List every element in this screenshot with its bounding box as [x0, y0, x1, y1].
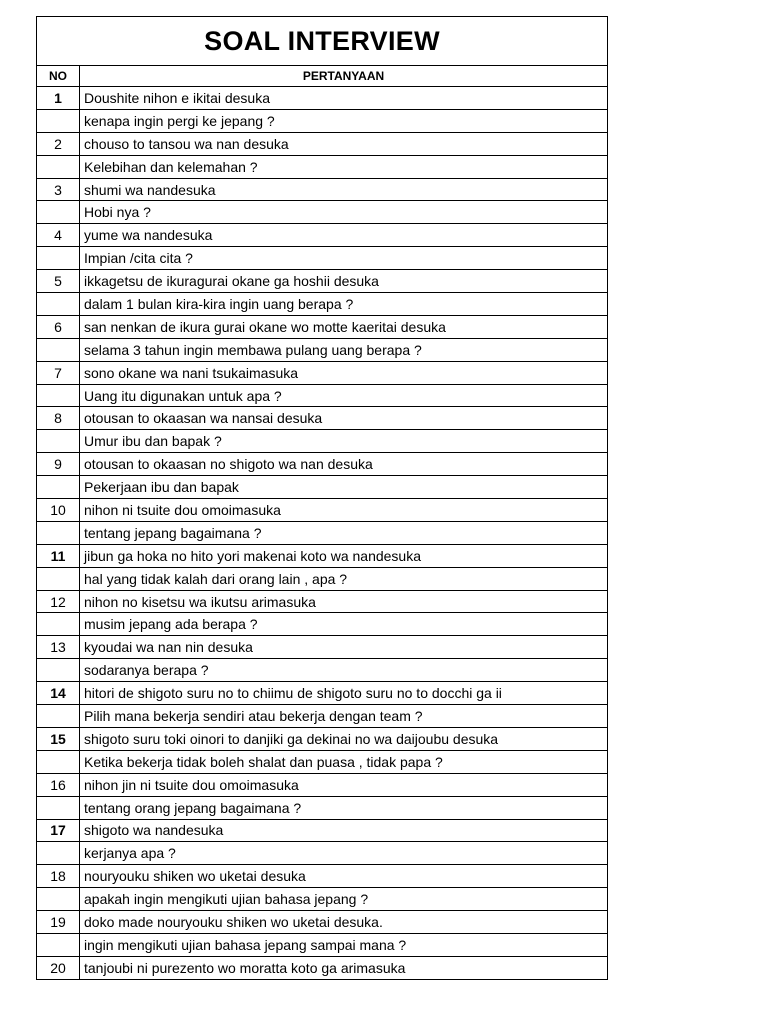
- table-row: [37, 155, 608, 178]
- row-number: [37, 705, 80, 728]
- question-text: chouso to tansou wa nan desuka: [80, 132, 608, 155]
- question-text: Pekerjaan ibu dan bapak: [80, 476, 608, 499]
- row-number: 11: [37, 544, 80, 567]
- question-text: Ketika bekerja tidak boleh shalat dan puasa , tidak papa ?: [80, 750, 608, 773]
- row-number: [37, 521, 80, 544]
- table-row: [37, 109, 608, 132]
- row-number: 4: [37, 224, 80, 247]
- row-number: [37, 155, 80, 178]
- question-text: otousan to okaasan wa nansai desuka: [80, 407, 608, 430]
- question-text: shigoto wa nandesuka: [80, 819, 608, 842]
- row-number: 19: [37, 911, 80, 934]
- row-number: [37, 613, 80, 636]
- table-row: [37, 567, 608, 590]
- question-text: doko made nouryouku shiken wo uketai desuka.: [80, 911, 608, 934]
- row-number: 8: [37, 407, 80, 430]
- row-number: 9: [37, 453, 80, 476]
- table-row: [37, 201, 608, 224]
- question-text: san nenkan de ikura gurai okane wo motte kaeritai desuka: [80, 315, 608, 338]
- table-row: [37, 544, 608, 567]
- table-row: [37, 178, 608, 201]
- table-row: [37, 590, 608, 613]
- question-text: Kelebihan dan kelemahan ?: [80, 155, 608, 178]
- row-number: 1: [37, 87, 80, 110]
- row-number: [37, 567, 80, 590]
- table-row: [37, 819, 608, 842]
- question-text: musim jepang ada berapa ?: [80, 613, 608, 636]
- question-text: tanjoubi ni purezento wo moratta koto ga arimasuka: [80, 956, 608, 979]
- table-row: [37, 911, 608, 934]
- row-number: [37, 842, 80, 865]
- table-row: [37, 315, 608, 338]
- row-number: 3: [37, 178, 80, 201]
- row-number: [37, 201, 80, 224]
- question-text: Hobi nya ?: [80, 201, 608, 224]
- table-row: [37, 659, 608, 682]
- table-row: [37, 87, 608, 110]
- table-row: [37, 224, 608, 247]
- table-row: [37, 796, 608, 819]
- row-number: 10: [37, 499, 80, 522]
- row-number: 7: [37, 361, 80, 384]
- question-text: nihon no kisetsu wa ikutsu arimasuka: [80, 590, 608, 613]
- table-row: [37, 247, 608, 270]
- question-text: sodaranya berapa ?: [80, 659, 608, 682]
- row-number: [37, 293, 80, 316]
- question-text: jibun ga hoka no hito yori makenai koto wa nandesuka: [80, 544, 608, 567]
- question-text: kenapa ingin pergi ke jepang ?: [80, 109, 608, 132]
- question-text: Impian /cita cita ?: [80, 247, 608, 270]
- table-row: [37, 865, 608, 888]
- row-number: 13: [37, 636, 80, 659]
- table-row: [37, 293, 608, 316]
- table-row: [37, 499, 608, 522]
- question-text: ikkagetsu de ikuragurai okane ga hoshii desuka: [80, 270, 608, 293]
- row-number: [37, 430, 80, 453]
- question-text: shumi wa nandesuka: [80, 178, 608, 201]
- table-row: [37, 338, 608, 361]
- column-header-question: PERTANYAAN: [80, 66, 608, 87]
- question-text: apakah ingin mengikuti ujian bahasa jepang ?: [80, 888, 608, 911]
- question-text: Doushite nihon e ikitai desuka: [80, 87, 608, 110]
- question-text: tentang jepang bagaimana ?: [80, 521, 608, 544]
- table-row: [37, 407, 608, 430]
- row-number: 14: [37, 682, 80, 705]
- table-row: [37, 384, 608, 407]
- interview-table: [36, 16, 608, 980]
- table-row: [37, 521, 608, 544]
- row-number: [37, 476, 80, 499]
- row-number: 2: [37, 132, 80, 155]
- table-row: [37, 132, 608, 155]
- row-number: 16: [37, 773, 80, 796]
- table-row: [37, 361, 608, 384]
- question-text: yume wa nandesuka: [80, 224, 608, 247]
- question-text: dalam 1 bulan kira-kira ingin uang berapa ?: [80, 293, 608, 316]
- question-text: Umur ibu dan bapak ?: [80, 430, 608, 453]
- question-text: Pilih mana bekerja sendiri atau bekerja dengan team ?: [80, 705, 608, 728]
- row-number: 20: [37, 956, 80, 979]
- table-row: [37, 430, 608, 453]
- table-row: [37, 750, 608, 773]
- row-number: [37, 659, 80, 682]
- row-number: [37, 247, 80, 270]
- table-row: [37, 636, 608, 659]
- question-text: Uang itu digunakan untuk apa ?: [80, 384, 608, 407]
- question-text: otousan to okaasan no shigoto wa nan desuka: [80, 453, 608, 476]
- question-text: tentang orang jepang bagaimana ?: [80, 796, 608, 819]
- column-header-no: NO: [37, 66, 80, 87]
- row-number: 15: [37, 727, 80, 750]
- row-number: 5: [37, 270, 80, 293]
- table-row: [37, 888, 608, 911]
- row-number: [37, 750, 80, 773]
- question-text: ingin mengikuti ujian bahasa jepang sampai mana ?: [80, 933, 608, 956]
- table-row: [37, 727, 608, 750]
- table-row: [37, 613, 608, 636]
- row-number: [37, 384, 80, 407]
- table-row: [37, 773, 608, 796]
- question-text: nouryouku shiken wo uketai desuka: [80, 865, 608, 888]
- row-number: 17: [37, 819, 80, 842]
- question-text: hitori de shigoto suru no to chiimu de shigoto suru no to docchi ga ii: [80, 682, 608, 705]
- row-number: [37, 888, 80, 911]
- table-row: [37, 933, 608, 956]
- row-number: [37, 796, 80, 819]
- question-text: hal yang tidak kalah dari orang lain , apa ?: [80, 567, 608, 590]
- table-row: [37, 476, 608, 499]
- table-row: [37, 270, 608, 293]
- table-row: [37, 705, 608, 728]
- row-number: 6: [37, 315, 80, 338]
- row-number: 12: [37, 590, 80, 613]
- table-row: [37, 682, 608, 705]
- question-text: nihon jin ni tsuite dou omoimasuka: [80, 773, 608, 796]
- row-number: [37, 338, 80, 361]
- table-row: [37, 842, 608, 865]
- table-row: [37, 453, 608, 476]
- row-number: [37, 933, 80, 956]
- question-text: nihon ni tsuite dou omoimasuka: [80, 499, 608, 522]
- sheet-title: SOAL INTERVIEW: [37, 17, 608, 66]
- question-text: sono okane wa nani tsukaimasuka: [80, 361, 608, 384]
- question-text: shigoto suru toki oinori to danjiki ga dekinai no wa daijoubu desuka: [80, 727, 608, 750]
- question-text: selama 3 tahun ingin membawa pulang uang berapa ?: [80, 338, 608, 361]
- row-number: [37, 109, 80, 132]
- table-row: [37, 956, 608, 979]
- question-text: kyoudai wa nan nin desuka: [80, 636, 608, 659]
- row-number: 18: [37, 865, 80, 888]
- question-text: kerjanya apa ?: [80, 842, 608, 865]
